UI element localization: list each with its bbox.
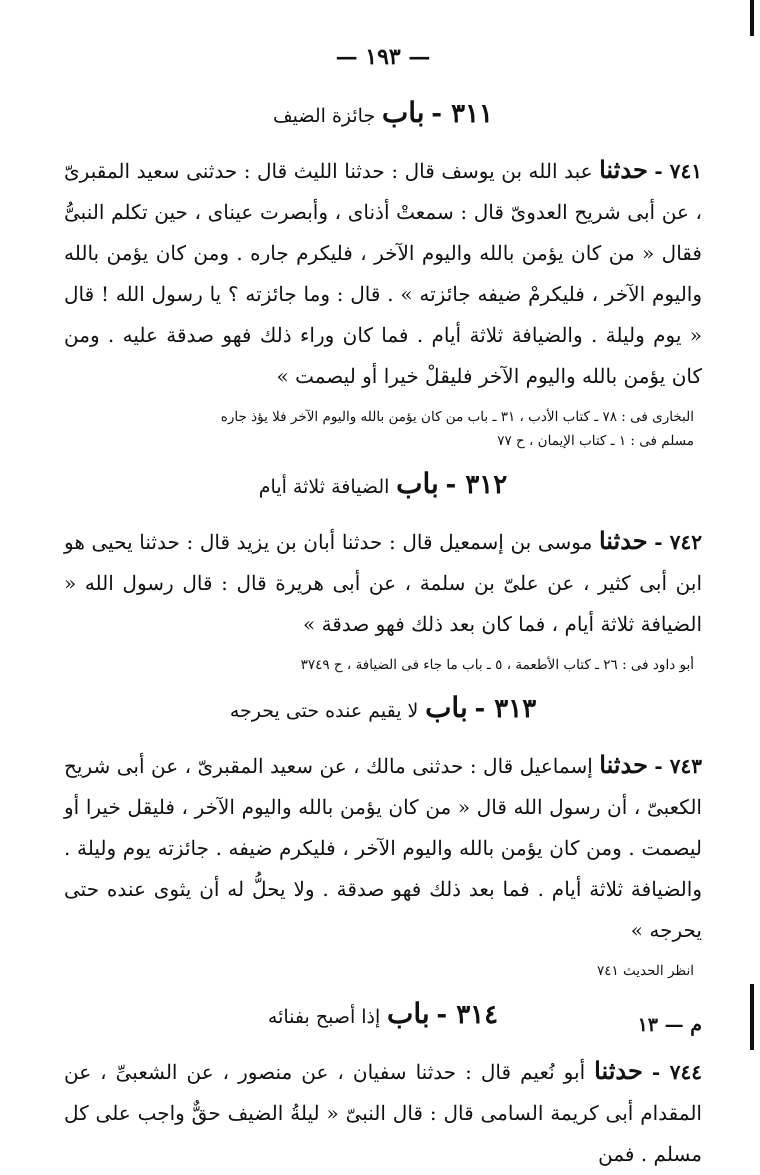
hadith-line: موسى بن إسمعيل قال : حدثنا أبان بن يزيد قال : حدثنا يحيى هو <box>64 530 593 554</box>
hadith-text <box>64 520 702 645</box>
hadith-text <box>64 744 702 951</box>
haddatha-word: حدثنا <box>599 155 648 184</box>
hadith-block <box>64 149 702 397</box>
hadith-number: ٧٤٤ - <box>651 1060 702 1084</box>
hadith-references <box>64 653 702 677</box>
haddatha-word: حدثنا <box>599 750 648 779</box>
scan-edge-mark-bottom <box>750 984 754 1050</box>
hadith-line: أبو نُعيم قال : حدثنا سفيان ، عن منصور ، عن الشعبىِّ ، عن المقدام <box>64 1060 702 1125</box>
chapter-number: ٣١٤ - <box>436 1000 499 1030</box>
hadith-line: والضيافة ثلاثة أيام . فما بعد ذلك فهو صدقة . ولا يحلُّ له أن يثوى عنده حتى يحرجه » <box>64 877 702 942</box>
hadith-line: ثلاثة أيام ، فما كان بعد ذلك فهو صدقة » <box>302 612 635 636</box>
hadith-line: عبد الله بن يوسف قال : حدثنا الليث قال : حدثنى سعيد المقبرىّ ، <box>64 159 702 224</box>
hadith-text <box>64 149 702 397</box>
hadith-line: الآخر فليقلْ خيرا أو ليصمت » <box>276 364 520 388</box>
chapter-heading <box>64 691 702 724</box>
book-page <box>64 40 703 1166</box>
hadith-line: ليصمت . ومن كان يؤمن بالله واليوم الآخر ، فليكرم ضيفه . جائزته يوم وليلة . <box>64 836 702 860</box>
chapter-number: ٣١٣ - <box>474 694 537 724</box>
hadith-line: والضيافة ثلاثة أيام . فما كان وراء ذلك فهو صدقة عليه . ومن كان يؤمن بالله واليوم <box>64 323 702 388</box>
sections-container <box>64 96 702 1175</box>
bab-word: باب <box>396 467 439 500</box>
chapter-number: ٣١١ - <box>431 99 494 129</box>
scan-edge-mark-top <box>750 0 754 36</box>
haddatha-word: حدثنا <box>598 526 648 555</box>
hadith-line: الكعبىّ ، أن رسول الله قال « من كان يؤمن بالله واليوم الآخر ، فليقل خيرا أو <box>64 795 702 819</box>
reference-line: أبو داود فى : ٢٦ ـ كتاب الأطعمة ، ٥ ـ باب ما جاء فى الضيافة ، ح ٣٧٤٩ <box>300 657 694 673</box>
hadith-line: أبى كريمة السامى قال : قال النبىّ « ليلةُ الضيف حقٌّ واجب على كل مسلم . فمن <box>64 1101 702 1166</box>
hadith-line: عن أبى شريح العدوىّ قال : سمعتْ أذناى ، وأبصرت عيناى ، حين تكلم النبىُّ <box>64 200 689 224</box>
chapter-heading <box>64 467 702 500</box>
chapter-title: إذا أصبح بفنائه <box>267 1006 381 1028</box>
signature-mark: م — ١٣ <box>637 1014 702 1036</box>
hadith-line: الآخر ، فليكرمْ ضيفه جائزته » . قال : وما جائزته ؟ يا رسول الله ! قال « يوم وليلة . <box>64 282 702 347</box>
chapter-title: جائزة الضيف <box>272 105 376 127</box>
hadith-line: ابن أبى كثير ، عن علىّ بن سلمة ، عن أبى هريرة قال : قال رسول الله « الضيافة <box>64 571 702 636</box>
hadith-number: ٧٤٢ - <box>654 530 703 554</box>
chapter-number: ٣١٢ - <box>445 470 508 500</box>
chapter-title: الضيافة ثلاثة أيام <box>258 476 390 498</box>
bab-word: باب <box>381 96 425 129</box>
hadith-block <box>64 520 702 645</box>
hadith-references <box>64 405 702 453</box>
chapter-heading <box>64 96 702 129</box>
page-number: — ١٩٣ — <box>335 44 431 70</box>
hadith-block <box>64 744 702 951</box>
hadith-text <box>64 1050 702 1175</box>
hadith-block <box>64 1050 702 1175</box>
haddatha-word: حدثنا <box>594 1056 643 1085</box>
bab-word: باب <box>386 997 430 1030</box>
hadith-number: ٧٤٣ - <box>654 754 702 778</box>
hadith-number: ٧٤١ - <box>654 159 703 183</box>
reference-line: انظر الحديث ٧٤١ <box>596 963 694 979</box>
reference-line: مسلم فى : ١ ـ كتاب الإيمان ، ح ٧٧ <box>497 433 694 449</box>
hadith-references <box>64 959 702 983</box>
hadith-line: فقال « من كان يؤمن بالله واليوم الآخر ، فليكرم جاره . ومن كان يؤمن بالله واليوم <box>64 241 702 306</box>
chapter-title: لا يقيم عنده حتى يحرجه <box>229 700 419 722</box>
chapter-heading <box>64 997 702 1030</box>
bab-word: باب <box>425 691 468 724</box>
hadith-line: إسماعيل قال : حدثنى مالك ، عن سعيد المقبرىّ ، عن أبى شريح <box>64 754 593 778</box>
reference-line: البخارى فى : ٧٨ ـ كتاب الأدب ، ٣١ ـ باب من كان يؤمن بالله واليوم الآخر فلا يؤذ جاره <box>220 409 694 425</box>
